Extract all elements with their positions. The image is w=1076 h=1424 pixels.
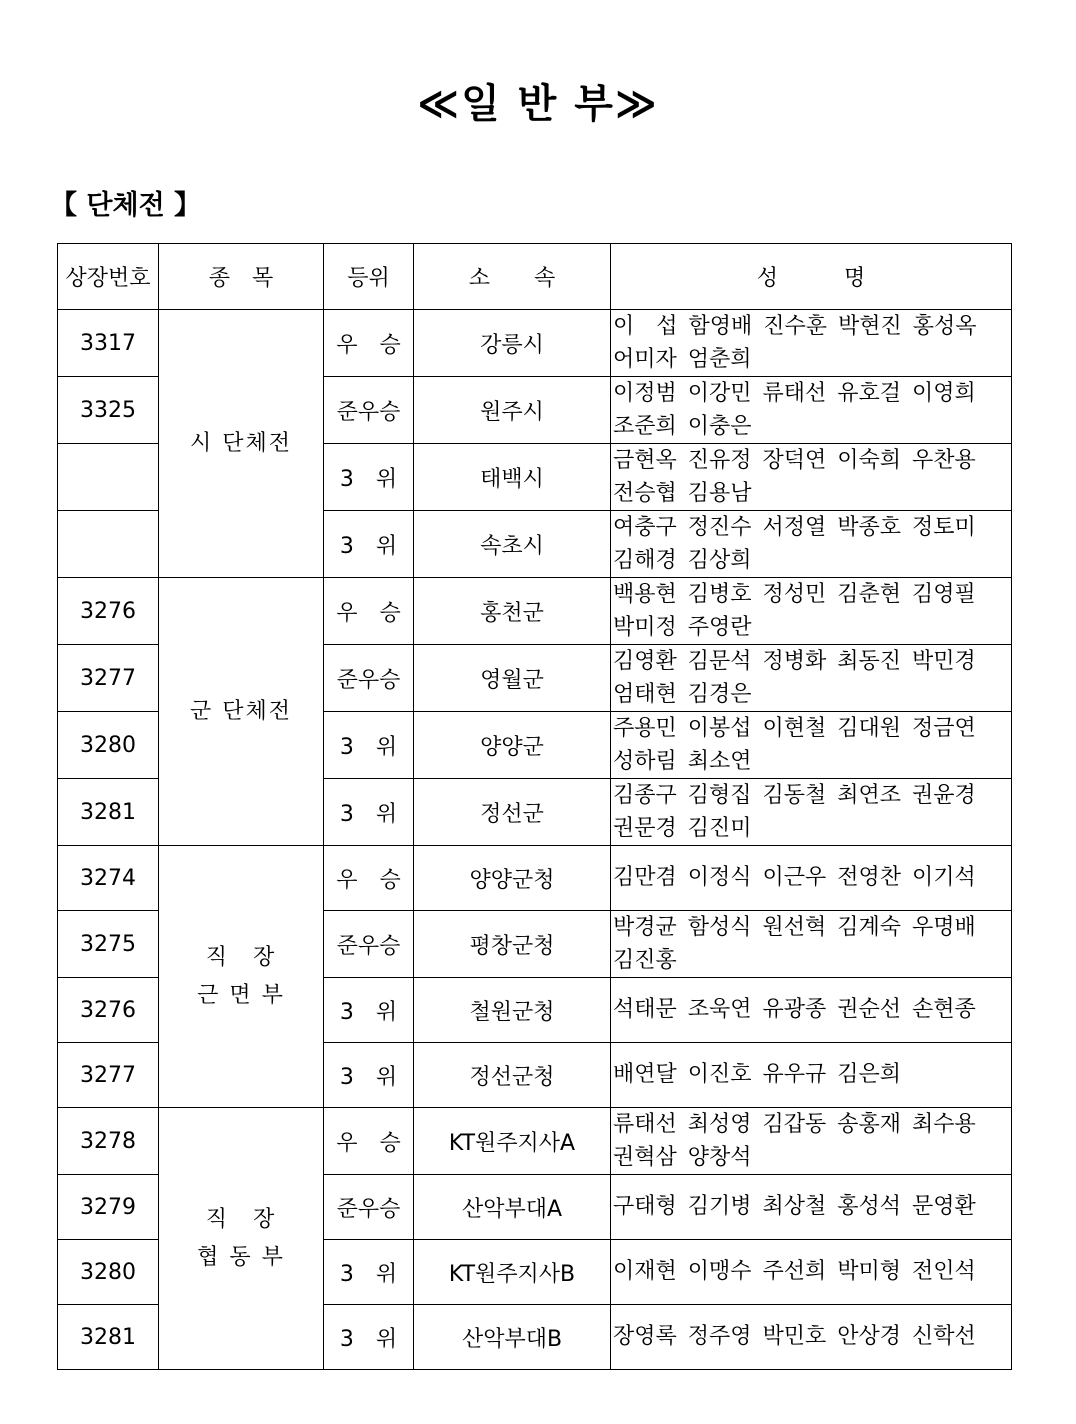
award-number: 3279 xyxy=(58,1175,159,1240)
rank: 우 승 xyxy=(324,1108,414,1175)
table-header-row xyxy=(58,244,1012,310)
rank: 3 위 xyxy=(324,444,414,511)
award-number: 3281 xyxy=(58,1305,159,1370)
rank: 준우승 xyxy=(324,645,414,712)
rank: 우 승 xyxy=(324,846,414,911)
member-names: 김영환 김문석 정병화 최동진 박민경 엄태현 김경은 xyxy=(611,645,1012,712)
member-names: 백용현 김병호 정성민 김춘현 김영필 박미정 주영란 xyxy=(611,578,1012,645)
award-number: 3317 xyxy=(58,310,159,377)
table-row xyxy=(58,310,1012,377)
affiliation: 영월군 xyxy=(414,645,611,712)
award-number: 3277 xyxy=(58,1043,159,1108)
affiliation: 정선군 xyxy=(414,779,611,846)
member-names: 이정범 이강민 류태선 유호걸 이영희 조준희 이충은 xyxy=(611,377,1012,444)
table-row xyxy=(58,846,1012,911)
event-category: 직 장 협 동 부 xyxy=(159,1108,324,1370)
affiliation: 양양군 xyxy=(414,712,611,779)
header-award-number: 상장번호 xyxy=(58,244,159,310)
member-names: 장영록 정주영 박민호 안상경 신학선 xyxy=(611,1305,1012,1370)
award-number: 3280 xyxy=(58,712,159,779)
rank: 3 위 xyxy=(324,1043,414,1108)
rank: 우 승 xyxy=(324,310,414,377)
affiliation: 평창군청 xyxy=(414,911,611,978)
affiliation: 정선군청 xyxy=(414,1043,611,1108)
rank: 3 위 xyxy=(324,978,414,1043)
award-number xyxy=(58,511,159,578)
member-names: 석태문 조욱연 유광종 권순선 손현종 xyxy=(611,978,1012,1043)
rank: 우 승 xyxy=(324,578,414,645)
award-number: 3276 xyxy=(58,578,159,645)
event-category: 군 단체전 xyxy=(159,578,324,846)
affiliation: 산악부대A xyxy=(414,1175,611,1240)
member-names: 금현옥 진유정 장덕연 이숙희 우찬용 전승협 김용남 xyxy=(611,444,1012,511)
affiliation: 원주시 xyxy=(414,377,611,444)
rank: 준우승 xyxy=(324,377,414,444)
event-category: 직 장 근 면 부 xyxy=(159,846,324,1108)
member-names: 박경균 함성식 원선혁 김계숙 우명배 김진홍 xyxy=(611,911,1012,978)
rank: 3 위 xyxy=(324,1305,414,1370)
header-rank: 등위 xyxy=(324,244,414,310)
rank: 3 위 xyxy=(324,779,414,846)
table-row xyxy=(58,578,1012,645)
award-number: 3325 xyxy=(58,377,159,444)
affiliation: 태백시 xyxy=(414,444,611,511)
header-event: 종 목 xyxy=(159,244,324,310)
affiliation: 양양군청 xyxy=(414,846,611,911)
member-names: 구태형 김기병 최상철 홍성석 문영환 xyxy=(611,1175,1012,1240)
rank: 3 위 xyxy=(324,712,414,779)
affiliation: KT원주지사A xyxy=(414,1108,611,1175)
rank: 3 위 xyxy=(324,511,414,578)
header-affiliation: 소 속 xyxy=(414,244,611,310)
results-table xyxy=(57,243,1012,1370)
award-number: 3277 xyxy=(58,645,159,712)
rank: 준우승 xyxy=(324,1175,414,1240)
member-names: 이 섭 함영배 진수훈 박현진 홍성옥 어미자 엄춘희 xyxy=(611,310,1012,377)
award-number: 3276 xyxy=(58,978,159,1043)
member-names: 류태선 최성영 김갑동 송홍재 최수용 권혁삼 양창석 xyxy=(611,1108,1012,1175)
affiliation: 속초시 xyxy=(414,511,611,578)
rank: 3 위 xyxy=(324,1240,414,1305)
award-number: 3275 xyxy=(58,911,159,978)
affiliation: 철원군청 xyxy=(414,978,611,1043)
event-category: 시 단체전 xyxy=(159,310,324,578)
member-names: 김종구 김형집 김동철 최연조 권윤경 권문경 김진미 xyxy=(611,779,1012,846)
award-number: 3281 xyxy=(58,779,159,846)
affiliation: 홍천군 xyxy=(414,578,611,645)
rank: 준우승 xyxy=(324,911,414,978)
section-title: 【 단체전 】 xyxy=(50,190,202,221)
member-names: 여충구 정진수 서정열 박종호 정토미 김해경 김상희 xyxy=(611,511,1012,578)
header-names: 성 명 xyxy=(611,244,1012,310)
affiliation: 강릉시 xyxy=(414,310,611,377)
award-number: 3280 xyxy=(58,1240,159,1305)
table-row xyxy=(58,1108,1012,1175)
member-names: 김만겸 이정식 이근우 전영찬 이기석 xyxy=(611,846,1012,911)
member-names: 배연달 이진호 유우규 김은희 xyxy=(611,1043,1012,1108)
award-number: 3278 xyxy=(58,1108,159,1175)
award-number: 3274 xyxy=(58,846,159,911)
member-names: 주용민 이봉섭 이현철 김대원 정금연 성하림 최소연 xyxy=(611,712,1012,779)
member-names: 이재현 이맹수 주선희 박미형 전인석 xyxy=(611,1240,1012,1305)
affiliation: KT원주지사B xyxy=(414,1240,611,1305)
award-number xyxy=(58,444,159,511)
page-title: ≪일 반 부≫ xyxy=(417,81,659,127)
affiliation: 산악부대B xyxy=(414,1305,611,1370)
